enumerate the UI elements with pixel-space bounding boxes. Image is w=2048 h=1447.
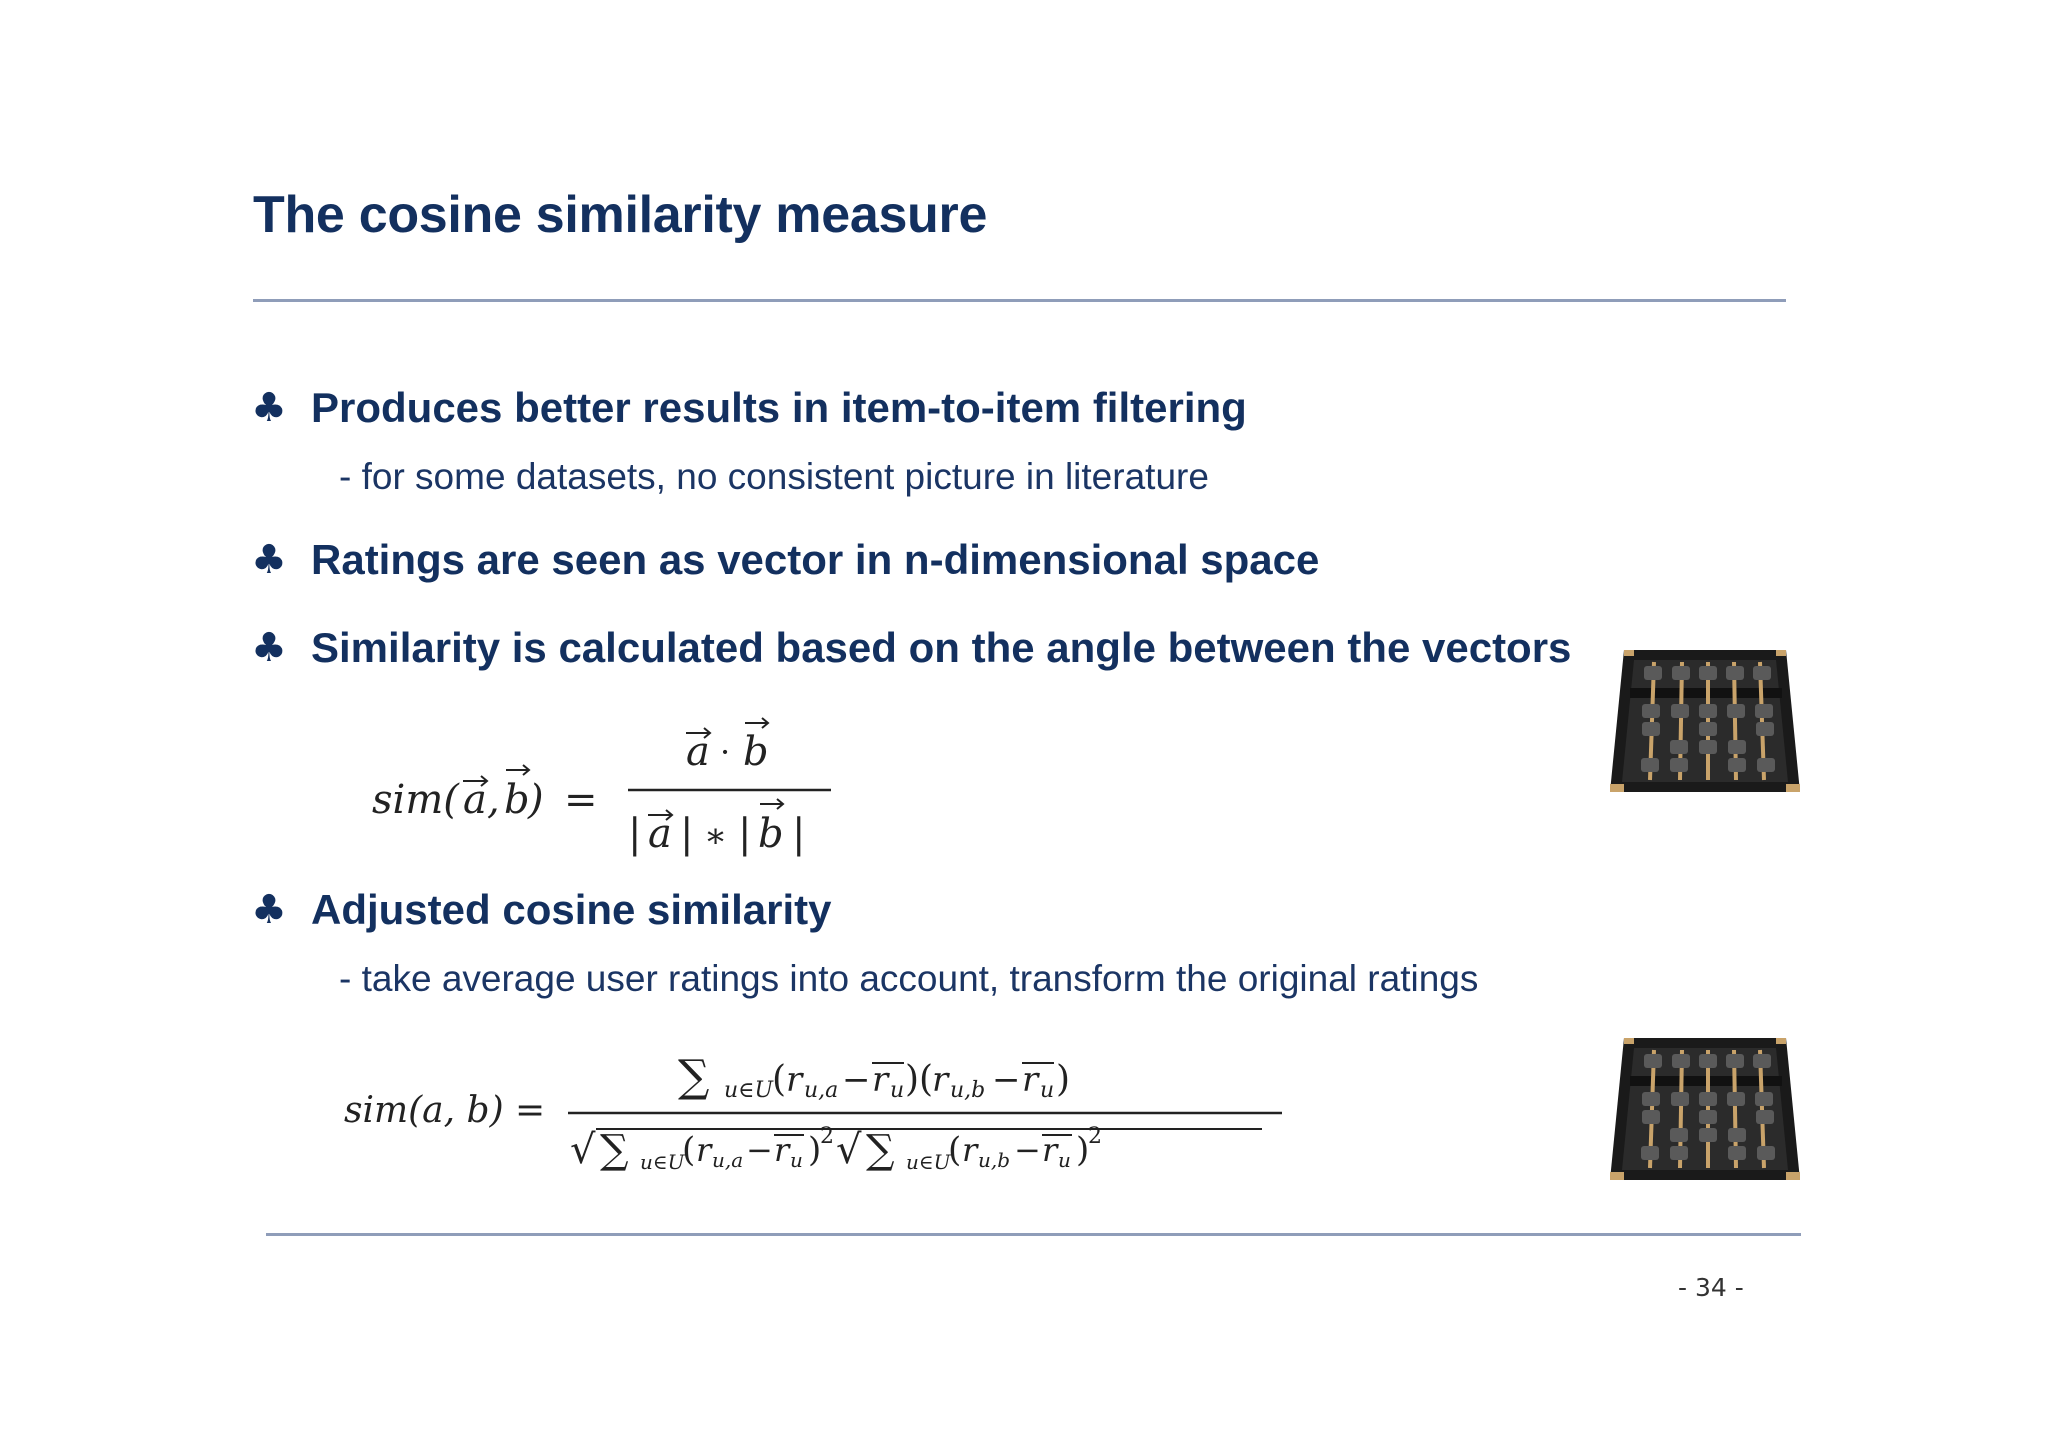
svg-text:u: u xyxy=(1040,1078,1055,1103)
bullet-text: Similarity is calculated based on the angle between the vectors xyxy=(311,624,1572,671)
svg-text:∑: ∑ xyxy=(600,1127,629,1173)
bullet-text: Ratings are seen as vector in n-dimensional space xyxy=(311,536,1320,583)
svg-text:b: b xyxy=(743,729,769,775)
bullet-sub-text: - take average user ratings into account, transform the original ratings xyxy=(339,958,1479,999)
bullet-text: Adjusted cosine similarity xyxy=(311,886,832,933)
svg-text:u: u xyxy=(1058,1148,1071,1172)
title-divider xyxy=(253,299,1786,302)
svg-text:b: b xyxy=(504,777,530,823)
svg-text:√: √ xyxy=(836,1127,862,1173)
footer-divider xyxy=(266,1233,1801,1236)
abacus-icon xyxy=(1610,1028,1800,1188)
svg-text:): ) xyxy=(808,1130,822,1170)
svg-text:−: − xyxy=(842,1060,871,1100)
svg-text:∑: ∑ xyxy=(866,1127,895,1173)
bullet-sub-text: - for some datasets, no consistent picture in literature xyxy=(339,456,1209,497)
svg-text:2: 2 xyxy=(1088,1124,1102,1149)
club-icon: ♣ xyxy=(251,537,287,583)
bullet-item-1 xyxy=(251,384,1247,432)
svg-text:r: r xyxy=(774,1131,790,1169)
formula-denominator xyxy=(628,799,805,857)
formula-numerator xyxy=(686,718,769,775)
svg-text:u∈U: u∈U xyxy=(640,1150,685,1174)
svg-text:2: 2 xyxy=(820,1124,834,1149)
bullet-item-2 xyxy=(251,536,1319,584)
svg-text:−: − xyxy=(746,1131,773,1169)
svg-text:a: a xyxy=(648,811,672,857)
svg-text:r: r xyxy=(1042,1131,1058,1169)
svg-text:r: r xyxy=(696,1131,712,1169)
svg-text:u: u xyxy=(890,1078,905,1103)
svg-text:): ) xyxy=(1076,1130,1090,1170)
svg-text:∗: ∗ xyxy=(704,816,728,856)
svg-text:u,b: u,b xyxy=(978,1148,1011,1172)
svg-text:,: , xyxy=(487,777,500,823)
svg-text:−: − xyxy=(992,1060,1021,1100)
svg-text:b: b xyxy=(758,811,784,857)
cosine-formula xyxy=(368,715,848,865)
svg-text:=: = xyxy=(564,777,598,823)
svg-text:u,a: u,a xyxy=(804,1078,839,1103)
svg-text:(: ( xyxy=(948,1130,962,1170)
formula-numerator xyxy=(678,1051,1070,1103)
svg-text:sim(: sim( xyxy=(372,777,459,823)
svg-text:(: ( xyxy=(772,1059,787,1100)
svg-text:u∈U: u∈U xyxy=(906,1150,951,1174)
svg-text:r: r xyxy=(872,1060,889,1100)
svg-text:a: a xyxy=(463,777,487,823)
svg-text:∑: ∑ xyxy=(678,1051,710,1102)
svg-text:)(: )( xyxy=(905,1059,934,1100)
svg-text:−: − xyxy=(1014,1131,1041,1169)
svg-text:=: = xyxy=(515,1090,546,1131)
svg-text:sim(a, b): sim(a, b) xyxy=(344,1090,504,1131)
svg-text:r: r xyxy=(932,1060,949,1100)
svg-text:r: r xyxy=(786,1060,803,1100)
svg-text:|: | xyxy=(738,811,752,857)
club-icon: ♣ xyxy=(251,385,287,431)
page-number: - 34 - xyxy=(1678,1273,1744,1302)
formula-denominator xyxy=(570,1124,1262,1174)
bullet-text: Produces better results in item-to-item filtering xyxy=(311,384,1247,431)
svg-text:|: | xyxy=(628,811,642,857)
svg-text:a: a xyxy=(686,729,710,775)
abacus-icon xyxy=(1610,640,1800,800)
svg-text:√: √ xyxy=(570,1127,596,1173)
bullet-item-3 xyxy=(251,624,1571,672)
svg-text:u∈U: u∈U xyxy=(724,1078,773,1103)
formula-lhs xyxy=(344,1090,545,1131)
svg-text:u: u xyxy=(790,1148,803,1172)
svg-text:r: r xyxy=(962,1131,978,1169)
svg-text:|: | xyxy=(680,811,694,857)
svg-text:): ) xyxy=(528,777,544,823)
svg-text:·: · xyxy=(720,733,731,771)
svg-text:r: r xyxy=(1022,1060,1039,1100)
formula-lhs xyxy=(372,765,598,823)
bullet-item-4 xyxy=(251,886,832,934)
club-icon: ♣ xyxy=(251,887,287,933)
svg-text:|: | xyxy=(792,811,806,857)
slide-title: The cosine similarity measure xyxy=(253,186,988,244)
club-icon: ♣ xyxy=(251,625,287,671)
adjusted-cosine-formula xyxy=(342,1045,1292,1175)
svg-text:): ) xyxy=(1056,1059,1071,1100)
svg-text:u,b: u,b xyxy=(950,1078,986,1103)
svg-text:u,a: u,a xyxy=(712,1148,744,1172)
svg-text:(: ( xyxy=(682,1130,696,1170)
